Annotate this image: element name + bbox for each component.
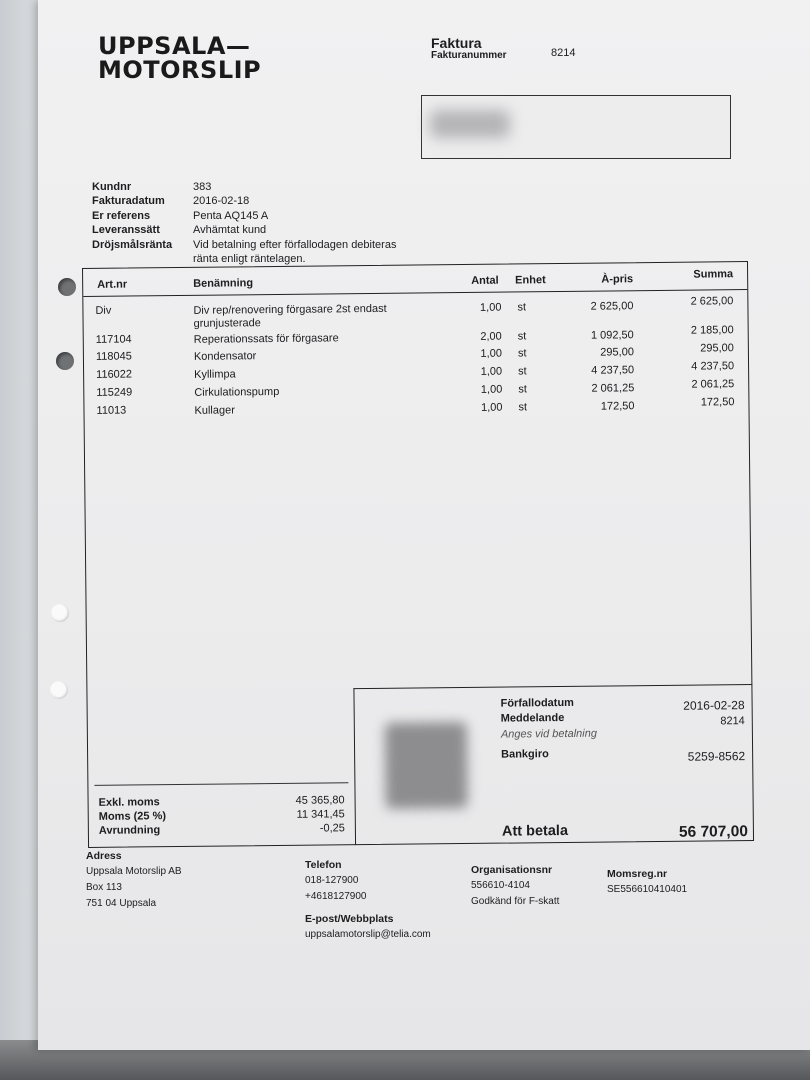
email-value: uppsalamotorslip@telia.com bbox=[305, 929, 431, 940]
meta-row bbox=[92, 180, 423, 194]
cell-quantity: 1,00 bbox=[480, 383, 503, 396]
cell-unit-price: 2 625,00 bbox=[590, 300, 634, 313]
logo-line-1: UPPSALA— bbox=[98, 32, 251, 60]
punch-hole-icon bbox=[51, 604, 69, 622]
cell-unit: st bbox=[518, 401, 528, 414]
footer-vat-reg bbox=[607, 866, 687, 898]
amount-due-label: Att betala bbox=[501, 822, 569, 840]
header-quantity: Antal bbox=[471, 274, 499, 287]
cell-sum: 4 237,50 bbox=[691, 360, 735, 373]
cell-unit: st bbox=[517, 347, 527, 360]
cell-quantity: 1,00 bbox=[479, 301, 502, 314]
phone-line: 018-127900 bbox=[305, 875, 359, 886]
cell-unit-price: 295,00 bbox=[600, 346, 634, 359]
bankgiro-label: Bankgiro bbox=[501, 748, 549, 761]
recipient-address-box bbox=[421, 95, 731, 159]
meta-label: Fakturadatum bbox=[92, 195, 165, 208]
amount-due-value: 56 707,00 bbox=[678, 823, 749, 841]
invoice-number: 8214 bbox=[551, 47, 576, 59]
footer-contact bbox=[305, 857, 431, 943]
header-sum: Summa bbox=[693, 268, 734, 281]
meta-value: 383 bbox=[193, 181, 212, 193]
cell-unit: st bbox=[518, 365, 527, 378]
meta-row bbox=[92, 194, 423, 208]
cell-unit-price: 4 237,50 bbox=[591, 364, 635, 377]
cell-sum: 295,00 bbox=[700, 342, 734, 355]
meta-value: Avhämtat kund bbox=[193, 224, 267, 237]
phone-line: +4618127900 bbox=[305, 891, 367, 902]
meta-label: Er referens bbox=[92, 209, 151, 222]
rounding-label: Avrundning bbox=[98, 824, 161, 837]
cell-art: 118045 bbox=[95, 350, 132, 363]
meta-row bbox=[92, 238, 423, 267]
cell-unit-price: 1 092,50 bbox=[590, 329, 634, 342]
meta-label: Leveranssätt bbox=[92, 224, 160, 237]
address-line: 751 04 Uppsala bbox=[86, 898, 157, 909]
due-date-label: Förfallodatum bbox=[500, 696, 574, 710]
cell-quantity: 1,00 bbox=[480, 347, 502, 360]
cell-art: 117104 bbox=[95, 333, 132, 346]
cell-sum: 2 061,25 bbox=[691, 378, 735, 391]
tax-note: Godkänd för F-skatt bbox=[471, 896, 560, 907]
meta-label: Kundnr bbox=[92, 181, 132, 193]
address-label: Adress bbox=[86, 850, 122, 862]
header-unit-price: À-pris bbox=[601, 273, 634, 286]
cell-sum: 2 185,00 bbox=[690, 324, 734, 337]
cell-unit: st bbox=[518, 383, 527, 396]
cell-description: Kyllimpa bbox=[194, 368, 236, 381]
cell-unit: st bbox=[517, 301, 527, 314]
message-label: Meddelande bbox=[500, 711, 565, 725]
payment-panel bbox=[353, 684, 754, 845]
cell-description: Kondensator bbox=[193, 350, 257, 363]
header-art-nr: Art.nr bbox=[97, 278, 128, 291]
org-number-label: Organisationsnr bbox=[471, 864, 553, 876]
address-line: Box 113 bbox=[86, 882, 122, 893]
message-hint: Anges vid betalning bbox=[500, 727, 597, 741]
cell-description: Reperationssats för förgasare bbox=[193, 332, 339, 346]
vat-reg-value: SE556610410401 bbox=[607, 884, 688, 895]
cell-unit: st bbox=[517, 330, 527, 343]
cell-quantity: 1,00 bbox=[480, 365, 503, 378]
meta-value: Vid betalning efter förfallodagen debiteras ränta enligt räntelagen. bbox=[193, 238, 397, 266]
totals-divider bbox=[94, 782, 348, 786]
vat-label: Moms (25 %) bbox=[98, 810, 167, 823]
redacted-qr-code bbox=[385, 722, 468, 809]
invoice-title: Faktura bbox=[431, 35, 482, 51]
bankgiro-value: 5259-8562 bbox=[687, 749, 746, 764]
cell-quantity: 2,00 bbox=[480, 330, 502, 343]
footer-address bbox=[86, 848, 182, 912]
invoice-number-label: Fakturanummer bbox=[431, 50, 507, 61]
meta-row bbox=[92, 209, 423, 223]
excl-vat-label: Exkl. moms bbox=[98, 796, 160, 809]
cell-sum: 2 625,00 bbox=[690, 295, 734, 308]
footer-org bbox=[471, 862, 559, 910]
message-value: 8214 bbox=[720, 715, 745, 728]
cell-sum: 172,50 bbox=[700, 396, 735, 409]
excl-vat-value: 45 365,80 bbox=[295, 794, 345, 807]
header-description: Benämning bbox=[193, 277, 254, 290]
items-table bbox=[82, 261, 754, 848]
company-logo bbox=[98, 34, 261, 82]
meta-value: 2016-02-18 bbox=[193, 195, 250, 208]
phone-label: Telefon bbox=[305, 859, 342, 871]
punch-hole-icon bbox=[56, 352, 74, 370]
email-label: E-post/Webbplats bbox=[305, 913, 394, 925]
cell-description: Kullager bbox=[194, 404, 235, 417]
meta-row bbox=[92, 223, 423, 237]
cell-description-2: grunjusterade bbox=[193, 317, 261, 330]
logo-line-2: MOTORSLIP bbox=[98, 56, 262, 84]
punch-hole-icon bbox=[50, 681, 68, 699]
cell-art: 116022 bbox=[96, 368, 133, 381]
header-unit: Enhet bbox=[515, 274, 546, 287]
due-date-value: 2016-02-28 bbox=[683, 698, 745, 713]
meta-value: Penta AQ145 A bbox=[193, 209, 269, 222]
punch-hole-icon bbox=[58, 278, 76, 296]
org-number-value: 556610-4104 bbox=[471, 880, 530, 891]
vat-value: 11 341,45 bbox=[296, 808, 345, 821]
rounding-value: -0,25 bbox=[319, 822, 345, 835]
cell-art: Div bbox=[95, 304, 112, 317]
cell-unit-price: 2 061,25 bbox=[591, 382, 635, 395]
cell-description: Cirkulationspump bbox=[194, 385, 280, 399]
vat-reg-label: Momsreg.nr bbox=[607, 868, 668, 880]
cell-description: Div rep/renovering förgasare 2st endast bbox=[193, 302, 387, 317]
cell-art: 115249 bbox=[96, 386, 133, 399]
invoice-meta bbox=[92, 180, 423, 266]
cell-art: 11013 bbox=[96, 404, 127, 417]
redacted-address bbox=[430, 110, 510, 138]
meta-label: Dröjsmålsränta bbox=[92, 238, 173, 251]
address-line: Uppsala Motorslip AB bbox=[86, 866, 182, 877]
cell-unit-price: 172,50 bbox=[600, 400, 635, 413]
cell-quantity: 1,00 bbox=[481, 401, 503, 414]
